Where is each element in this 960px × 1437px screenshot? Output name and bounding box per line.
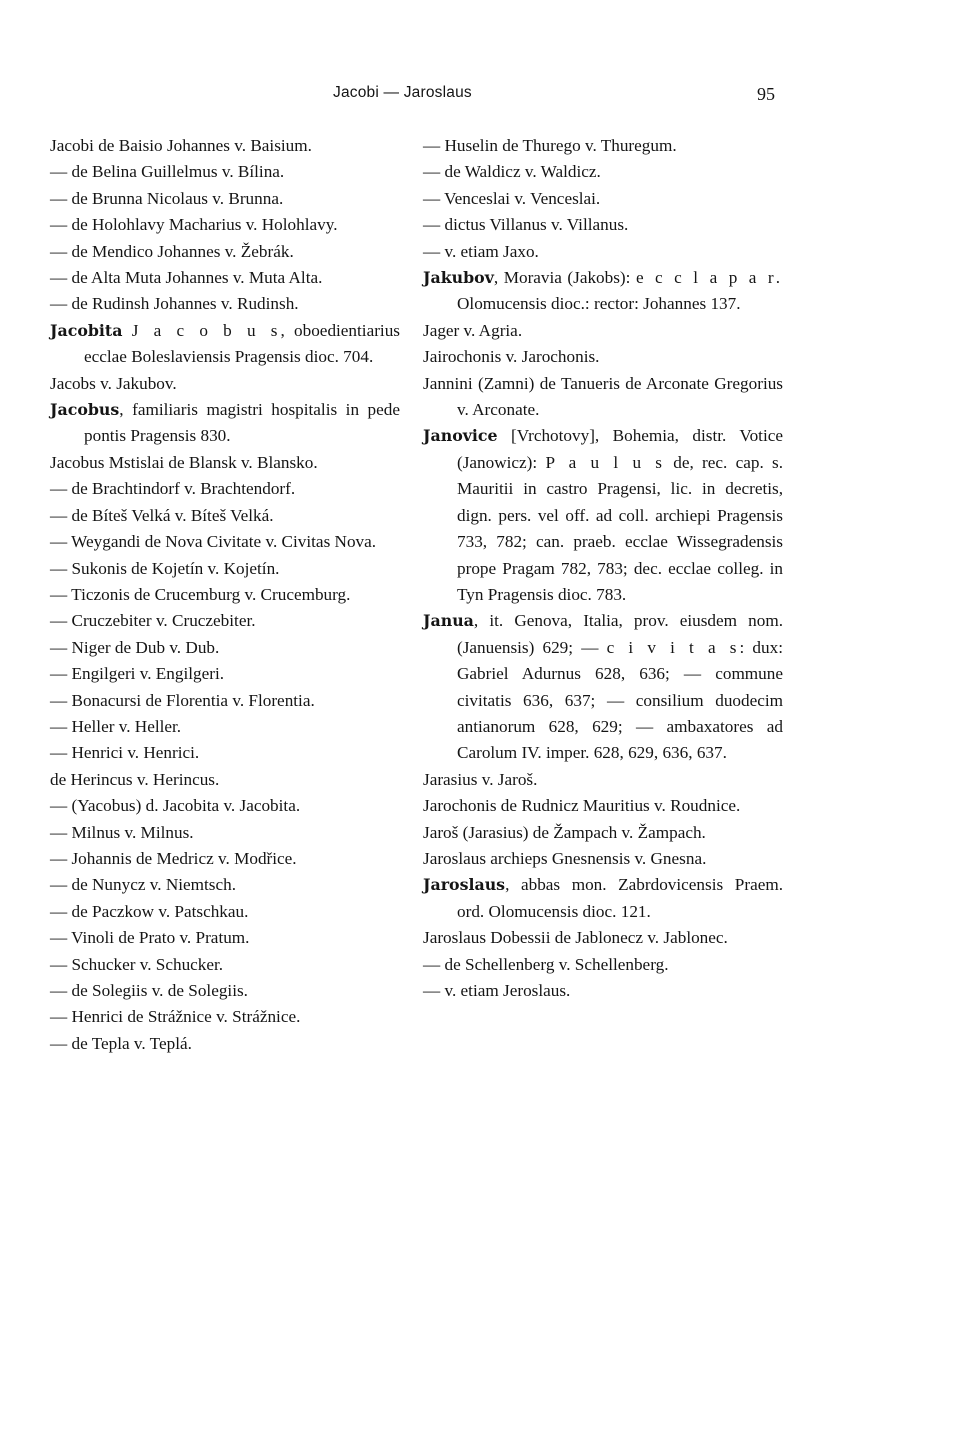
index-entry (423, 767, 783, 793)
entry-spaced-name: P a u l u s (545, 452, 665, 472)
index-entry (50, 688, 400, 714)
index-entry (50, 899, 400, 925)
index-entry (50, 793, 400, 819)
entry-text: — de Nunycz v. Niemtsch. (50, 875, 236, 895)
entry-text: Jacobus Mstislai de Blansk v. Blansko. (50, 452, 318, 472)
entry-text: — Cruczebiter v. Cruczebiter. (50, 611, 256, 631)
entry-text: — Henrici v. Henrici. (50, 743, 200, 763)
entry-text: — Milnus v. Milnus. (50, 822, 194, 842)
index-entry (50, 872, 400, 898)
index-entry (50, 714, 400, 740)
entry-spaced-name: J a c o b u s (131, 320, 281, 340)
entry-text: — de Solegiis v. de Solegiis. (50, 981, 248, 1000)
index-entry (50, 608, 400, 634)
index-entry (50, 529, 400, 555)
index-entry (50, 450, 400, 476)
entry-lemma: Jakubov (423, 268, 494, 288)
index-entry (423, 820, 783, 846)
index-entry (50, 265, 400, 291)
index-entry (423, 265, 783, 318)
index-entry (50, 318, 400, 371)
entry-text: — de Brunna Nicolaus v. Brunna. (50, 188, 284, 208)
entry-lemma: Janua (423, 611, 474, 631)
entry-text: — Venceslai v. Venceslai. (423, 188, 601, 208)
index-entry (50, 239, 400, 265)
entry-text: — de Paczkow v. Patschkau. (50, 901, 249, 921)
index-entry (50, 503, 400, 529)
entry-text: Jannini (Zamni) de Tanueris de Arconate Gregorius v. Arconate. (423, 373, 783, 420)
index-entry (50, 133, 400, 159)
entry-text: Jaroslaus Dobessii de Jablonecz v. Jablonec. (423, 928, 728, 948)
index-entry (50, 1031, 400, 1057)
index-entry (50, 582, 400, 608)
entry-text: — de Waldicz v. Waldicz. (423, 162, 601, 182)
entry-text: , it. Genova, Italia, prov. eiusdem nom. (Januensis) 629; — (457, 611, 783, 657)
index-entry (50, 952, 400, 978)
entry-text: , oboedientiarius ecclae Boleslaviensis Pragensis dioc. 704. (84, 320, 400, 367)
entry-text: — v. etiam Jeroslaus. (423, 981, 571, 1000)
entry-lemma: Jacobita (50, 320, 123, 340)
right-column (423, 133, 783, 1004)
entry-text: — de Belina Guillelmus v. Bílina. (50, 162, 285, 182)
entry-text: — Sukonis de Kojetín v. Kojetín. (50, 558, 280, 578)
index-entry (50, 925, 400, 951)
entry-text: — Weygandi de Nova Civitate v. Civitas Nova. (50, 532, 377, 552)
entry-text: Jarochonis de Rudnicz Mauritius v. Roudnice. (423, 796, 741, 816)
entry-text: — de Schellenberg v. Schellenberg. (423, 954, 669, 974)
entry-text: , Moravia (Jakobs): (493, 268, 636, 288)
index-entry (423, 212, 783, 238)
index-entry (423, 423, 783, 608)
index-entry (50, 291, 400, 317)
entry-text: — de Holohlavy Macharius v. Holohlavy. (50, 215, 338, 235)
index-entry (423, 608, 783, 766)
entry-text: — Niger de Dub v. Dub. (50, 637, 220, 657)
index-entry (423, 872, 783, 925)
index-entry (50, 556, 400, 582)
entry-text: Jairochonis v. Jarochonis. (423, 347, 600, 367)
index-entry (50, 740, 400, 766)
entry-text: — (Yacobus) d. Jacobita v. Jacobita. (50, 796, 301, 816)
index-entry (423, 371, 783, 424)
entry-text: — Engilgeri v. Engilgeri. (50, 664, 225, 684)
entry-text: [Vrchotovy], Bohemia, distr. Votice (Janowicz): (457, 426, 783, 472)
entry-text-continued: Olomucensis dioc.: rector: Johannes 137. (457, 294, 741, 314)
index-entry (50, 371, 400, 397)
entry-text: — Johannis de Medricz v. Modřice. (50, 848, 297, 868)
index-entry (50, 476, 400, 502)
index-entry (50, 186, 400, 212)
entry-text-continued: : dux: Gabriel Adurnus 628, 636; — commune civitatis 636, 637; — consilium duodecim antianorum 628, 629; — ambaxatores ad Carolum IV. imper. 628, 629, 636, 637. (457, 637, 783, 763)
entry-text: — de Rudinsh Johannes v. Rudinsh. (50, 294, 299, 314)
entry-lemma: Jacobus (50, 400, 120, 420)
entry-text: — Ticzonis de Crucemburg v. Crucemburg. (50, 584, 351, 604)
entry-lemma: Jaroslaus (423, 875, 506, 895)
index-entry (50, 846, 400, 872)
entry-text: Jaroslaus archieps Gnesnensis v. Gnesna. (423, 848, 707, 868)
index-entry (423, 159, 783, 185)
entry-text: — Schucker v. Schucker. (50, 954, 224, 974)
entry-spaced-name: c i v i t a s (606, 637, 740, 657)
index-entry (50, 635, 400, 661)
entry-text: Jager v. Agria. (423, 320, 523, 340)
entry-text: — Huselin de Thurego v. Thuregum. (423, 136, 677, 155)
entry-text: — v. etiam Jaxo. (423, 241, 539, 261)
entry-text: Jarasius v. Jaroš. (423, 769, 538, 789)
index-entry (423, 793, 783, 819)
index-entry (50, 978, 400, 1004)
entry-text: — de Tepla v. Teplá. (50, 1033, 192, 1053)
entry-spaced-name: e c c l a p a r. (635, 268, 783, 288)
entry-text: — Vinoli de Prato v. Pratum. (50, 928, 250, 948)
index-entry (50, 1004, 400, 1030)
index-entry (50, 212, 400, 238)
entry-text: — de Alta Muta Johannes v. Muta Alta. (50, 268, 323, 288)
index-entry (423, 318, 783, 344)
index-entry (423, 952, 783, 978)
entry-text: Jaroš (Jarasius) de Žampach v. Žampach. (423, 822, 706, 842)
entry-text: — Heller v. Heller. (50, 716, 182, 736)
index-entry (50, 397, 400, 450)
index-entry (50, 159, 400, 185)
index-entry (423, 186, 783, 212)
page-number: 95 (757, 84, 775, 104)
entry-text: , familiaris magistri hospitalis in pede pontis Pragensis 830. (84, 400, 400, 446)
entry-text: Jacobs v. Jakubov. (50, 373, 177, 393)
entry-text: Jacobi de Baisio Johannes v. Baisium. (50, 136, 312, 155)
index-entry (423, 978, 783, 1004)
entry-text: — de Mendico Johannes v. Žebrák. (50, 241, 294, 261)
entry-text-continued: de, rec. cap. s. Mauritii in castro Pragensi, lic. in decretis, dign. pers. vel off. ad coll. archiepi Pragensis 733, 782; can. praeb. ecclae Wissegradensis prope Pragam 782, 783; dec. ecclae colleg. in Tyn Pragensis dioc. 783. (457, 452, 783, 604)
entry-text: de Herincus v. Herincus. (50, 769, 220, 789)
left-column (50, 133, 400, 1057)
entry-text: — dictus Villanus v. Villanus. (423, 215, 629, 235)
index-entry (423, 344, 783, 370)
entry-text: — de Brachtindorf v. Brachtendorf. (50, 479, 296, 499)
index-entry (50, 661, 400, 687)
index-entry (50, 820, 400, 846)
index-entry (423, 846, 783, 872)
entry-text: — Henrici de Strážnice v. Strážnice. (50, 1007, 301, 1027)
entry-text: — Bonacursi de Florentia v. Florentia. (50, 690, 315, 710)
entry-text: , abbas mon. Zabrdovicensis Praem. ord. Olomucensis dioc. 121. (457, 875, 783, 921)
running-head: Jacobi — Jaroslaus (333, 84, 472, 101)
index-entry (423, 239, 783, 265)
page-header (0, 84, 960, 110)
entry-text: — de Bíteš Velká v. Bíteš Velká. (50, 505, 274, 525)
index-entry (423, 133, 783, 159)
index-entry (423, 925, 783, 951)
index-entry (50, 767, 400, 793)
entry-lemma: Janovice (423, 426, 498, 446)
